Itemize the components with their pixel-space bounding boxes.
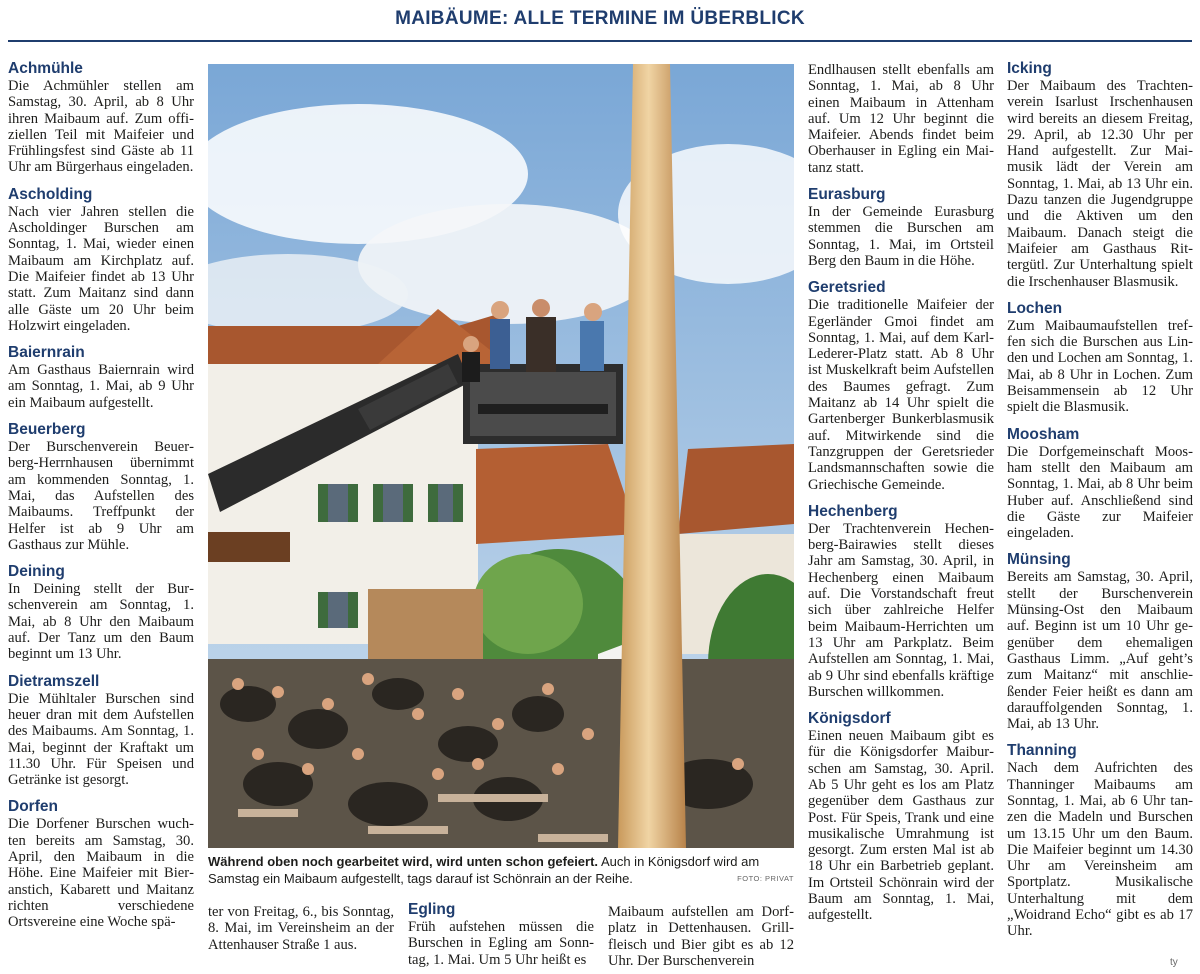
section-text: Am Gasthaus Baiernrain wird am Sonntag, 1. Mai, ab 9 Uhr ein Maibaum aufgestellt. (8, 362, 194, 411)
caption-text: Auch in Königsdorf wird am Samstag ein Maibaum aufgestellt, tags darauf ist Schönrain an der Reihe. (208, 854, 760, 886)
section-text: Einen neuen Maibaum gibt es für die Königsdorfer Maiburschen am Samstag, 30. April. Ab 5 Uhr geht es los am Platz gegenüber dem Gasthaus zur Post. Für Speis, Trank und eine musikalische Umrahmung ist gesorgt. Zum ersten Mal ist ab 18 Uhr ein Barbetrieb geplant. Im Ortsteil Schönrain wird der Baum am Sonntag, 1. Mai, aufgestellt. (808, 728, 994, 924)
section-heading: Achmühle (8, 60, 83, 77)
section-text: Der Trachtenverein Hechenberg-Bairawies stellt dieses Jahr am Samstag, 30. April, in Hechenberg einen Maibaum auf. Die Vorstandschaft freut sich über zahlreiche Helfer beim Maibaum-Herrichten um 13 Uhr am Parkplatz. Beim Aufstellen am Sonntag, 1. Mai, ab 9 Uhr sind ebenfalls kräftige Burschen willkommen. (808, 520, 994, 700)
author-signature: ty (1170, 957, 1178, 968)
section-text: In Deining stellt der Burschenverein am Sonntag, 1. Mai, ab 8 Uhr den Maibaum auf. Der Tanz um den Baum beginnt um 13 Uhr. (8, 581, 194, 663)
section-text: Früh aufstehen müssen die Burschen in Egling am Sonntag, 1. Mai. Um 5 Uhr heißt es (408, 919, 594, 968)
section-text: Die Dorfgemeinschaft Moosham stellt den Maibaum am Sonntag, 1. Mai, ab 8 Uhr beim Huber auf. Anschließend sind die Gäste zur Maifeier eingeladen. (1007, 443, 1193, 542)
section-text: Der Maibaum des Trachtenverein Isarlust Irschenhausen wird bereits an diesem Freitag, 29. April, ab 12.30 Uhr per Hand aufgestellt. Zur Maimusik lädt der Verein am Sonntag, 1. Mai, ab 13 Uhr ein. Dazu tanzen die Jugendgruppe und die Aktiven um den Maibaum. Danach steigt die Maifeier am Gasthaus Rittergütl. Zur Unterhaltung spielt die Irschenhauser Blasmusik. (1007, 78, 1193, 290)
column-middle-right (808, 62, 994, 924)
section-heading: Dorfen (8, 798, 58, 816)
section-text: Die traditionelle Maifeier der Egerländer Gmoi findet am Sonntag, 1. Mai, auf dem Karl-Lederer-Platz statt. Ab 8 Uhr ist Muskelkraft beim Aufstellen des Baumes gefragt. Zum Maitanz ab 14 Uhr spielt die Gartenberger Bunkerblasmusik auf. Mitwirkende sind die Tanzgruppen der Geretsrieder Landsmannschaften sowie die Griechische Gemeinde. (808, 297, 994, 493)
section-text: Endlhausen stellt ebenfalls am Sonntag, 1. Mai, ab 8 Uhr einen Maibaum in Attenham auf. Um 12 Uhr beginnt die Maifeier. Abends findet beim Oberhauser in Egling ein Maitanz statt. (808, 62, 994, 176)
maibaum-photo (208, 64, 794, 848)
photo-caption (208, 853, 794, 887)
column-bottom-3 (608, 904, 794, 969)
photo-credit: FOTO: PRIVAT (737, 874, 794, 883)
section-heading: Dietramszell (8, 672, 100, 690)
section-text: Nach dem Aufrichten des Thanninger Maibaums am Sonntag, 1. Mai, ab 6 Uhr tanzen die Madeln und Burschen um 13.15 Uhr um den Baum. Die Maifeier beginnt um 14.30 Uhr am Vereinsheim am Sportplatz. Musikalische Unterhaltung mit dem „Woidrand Echo“ gibt es ab 17 Uhr. (1007, 760, 1193, 940)
section-text: Die Mühltaler Burschen sind heuer dran mit dem Aufstellen des Maibaums. Am Sonntag, 1. Mai, beginnt der Kraftakt um 11.30 Uhr. Für Speisen und Getränke ist gesorgt. (8, 690, 194, 789)
section-heading: Beuerberg (8, 421, 86, 439)
section-text: Maibaum aufstellen am Dorfplatz in Dettenhausen. Grillfleisch und Bier gibt es ab 12 Uhr. Der Burschenverein (608, 904, 794, 969)
section-heading: Lochen (1007, 299, 1063, 317)
section-text: In der Gemeinde Eurasburg stemmen die Burschen am Sonntag, 1. Mai, im Ortsteil Berg den Baum in die Höhe. (808, 204, 994, 269)
section-heading: Deining (8, 563, 65, 581)
column-bottom-2 (408, 901, 594, 968)
section-heading: Hechenberg (808, 502, 898, 520)
section-text: Nach vier Jahren stellen die Ascholdinger Burschen am Sonntag, 1. Mai, wieder einen Maibaum am Kirchplatz auf. Die Maifeier findet ab 13 Uhr statt. Zum Maitanz sind dann alle Gäste um 20 Uhr beim Holzwirt eingeladen. (8, 203, 194, 334)
section-heading: Münsing (1007, 551, 1071, 569)
column-right (1007, 60, 1193, 940)
section-heading: Ascholding (8, 185, 93, 203)
section-text: ter von Freitag, 6., bis Sonntag, 8. Mai, im Vereinsheim an der Attenhauser Straße 1 aus. (208, 904, 394, 953)
section-text: Die Achmühler stellen am Samstag, 30. April, ab 8 Uhr ihren Maibaum auf. Zum offiziellen Teil mit Maifeier und Frühlingsfest sind Gäste ab 11 Uhr am Bürgerhaus eingeladen. (8, 78, 194, 176)
section-heading: Moosham (1007, 425, 1080, 443)
section-heading: Thanning (1007, 742, 1077, 760)
section-text: Die Dorfener Burschen wuchten bereits am Samstag, 30. April, den Maibaum in die Höhe. Eine Maifeier mit Bieranstich, Kabarett und Maitanz richten verschiedene Ortsvereine eine Woche spä- (8, 816, 194, 931)
section-heading: Icking (1007, 60, 1052, 77)
section-heading: Baiernrain (8, 344, 85, 362)
headline-rule (8, 40, 1192, 42)
section-heading: Egling (408, 901, 456, 918)
page-headline: MAIBÄUME: ALLE TERMINE IM ÜBERBLICK (395, 8, 805, 29)
section-heading: Eurasburg (808, 186, 886, 204)
section-heading: Königsdorf (808, 710, 891, 728)
section-text: Der Burschenverein Beuerberg-Herrnhausen übernimmt am kommenden Sonntag, 1. Mai, das Aufstellen des Maibaums. Treffpunkt der Helfer ist ab 9 Uhr am Gasthaus zur Mühle. (8, 439, 194, 553)
section-text: Zum Maibaumaufstellen treffen sich die Burschen aus Linden und Lochen am Sonntag, 1. Mai, ab 8 Uhr in Lochen. Zum Beisammensein ab 12 Uhr spielt die Blasmusik. (1007, 317, 1193, 416)
column-bottom-1 (208, 904, 394, 953)
caption-bold: Während oben noch gearbeitet wird, wird unten schon gefeiert. (208, 854, 599, 869)
column-left (8, 60, 194, 930)
section-heading: Geretsried (808, 279, 886, 297)
section-text: Bereits am Samstag, 30. April, stellt der Burschenverein Münsing-Ost den Maibaum auf. Beginn ist um 10 Uhr gegenüber dem ehemaligen Gasthaus Limm. „Auf geht’s zum Maitanz“ mit anschließender Feier heißt es dann am darauffolgenden Sonntag, 1. Mai, ab 13 Uhr. (1007, 569, 1193, 733)
